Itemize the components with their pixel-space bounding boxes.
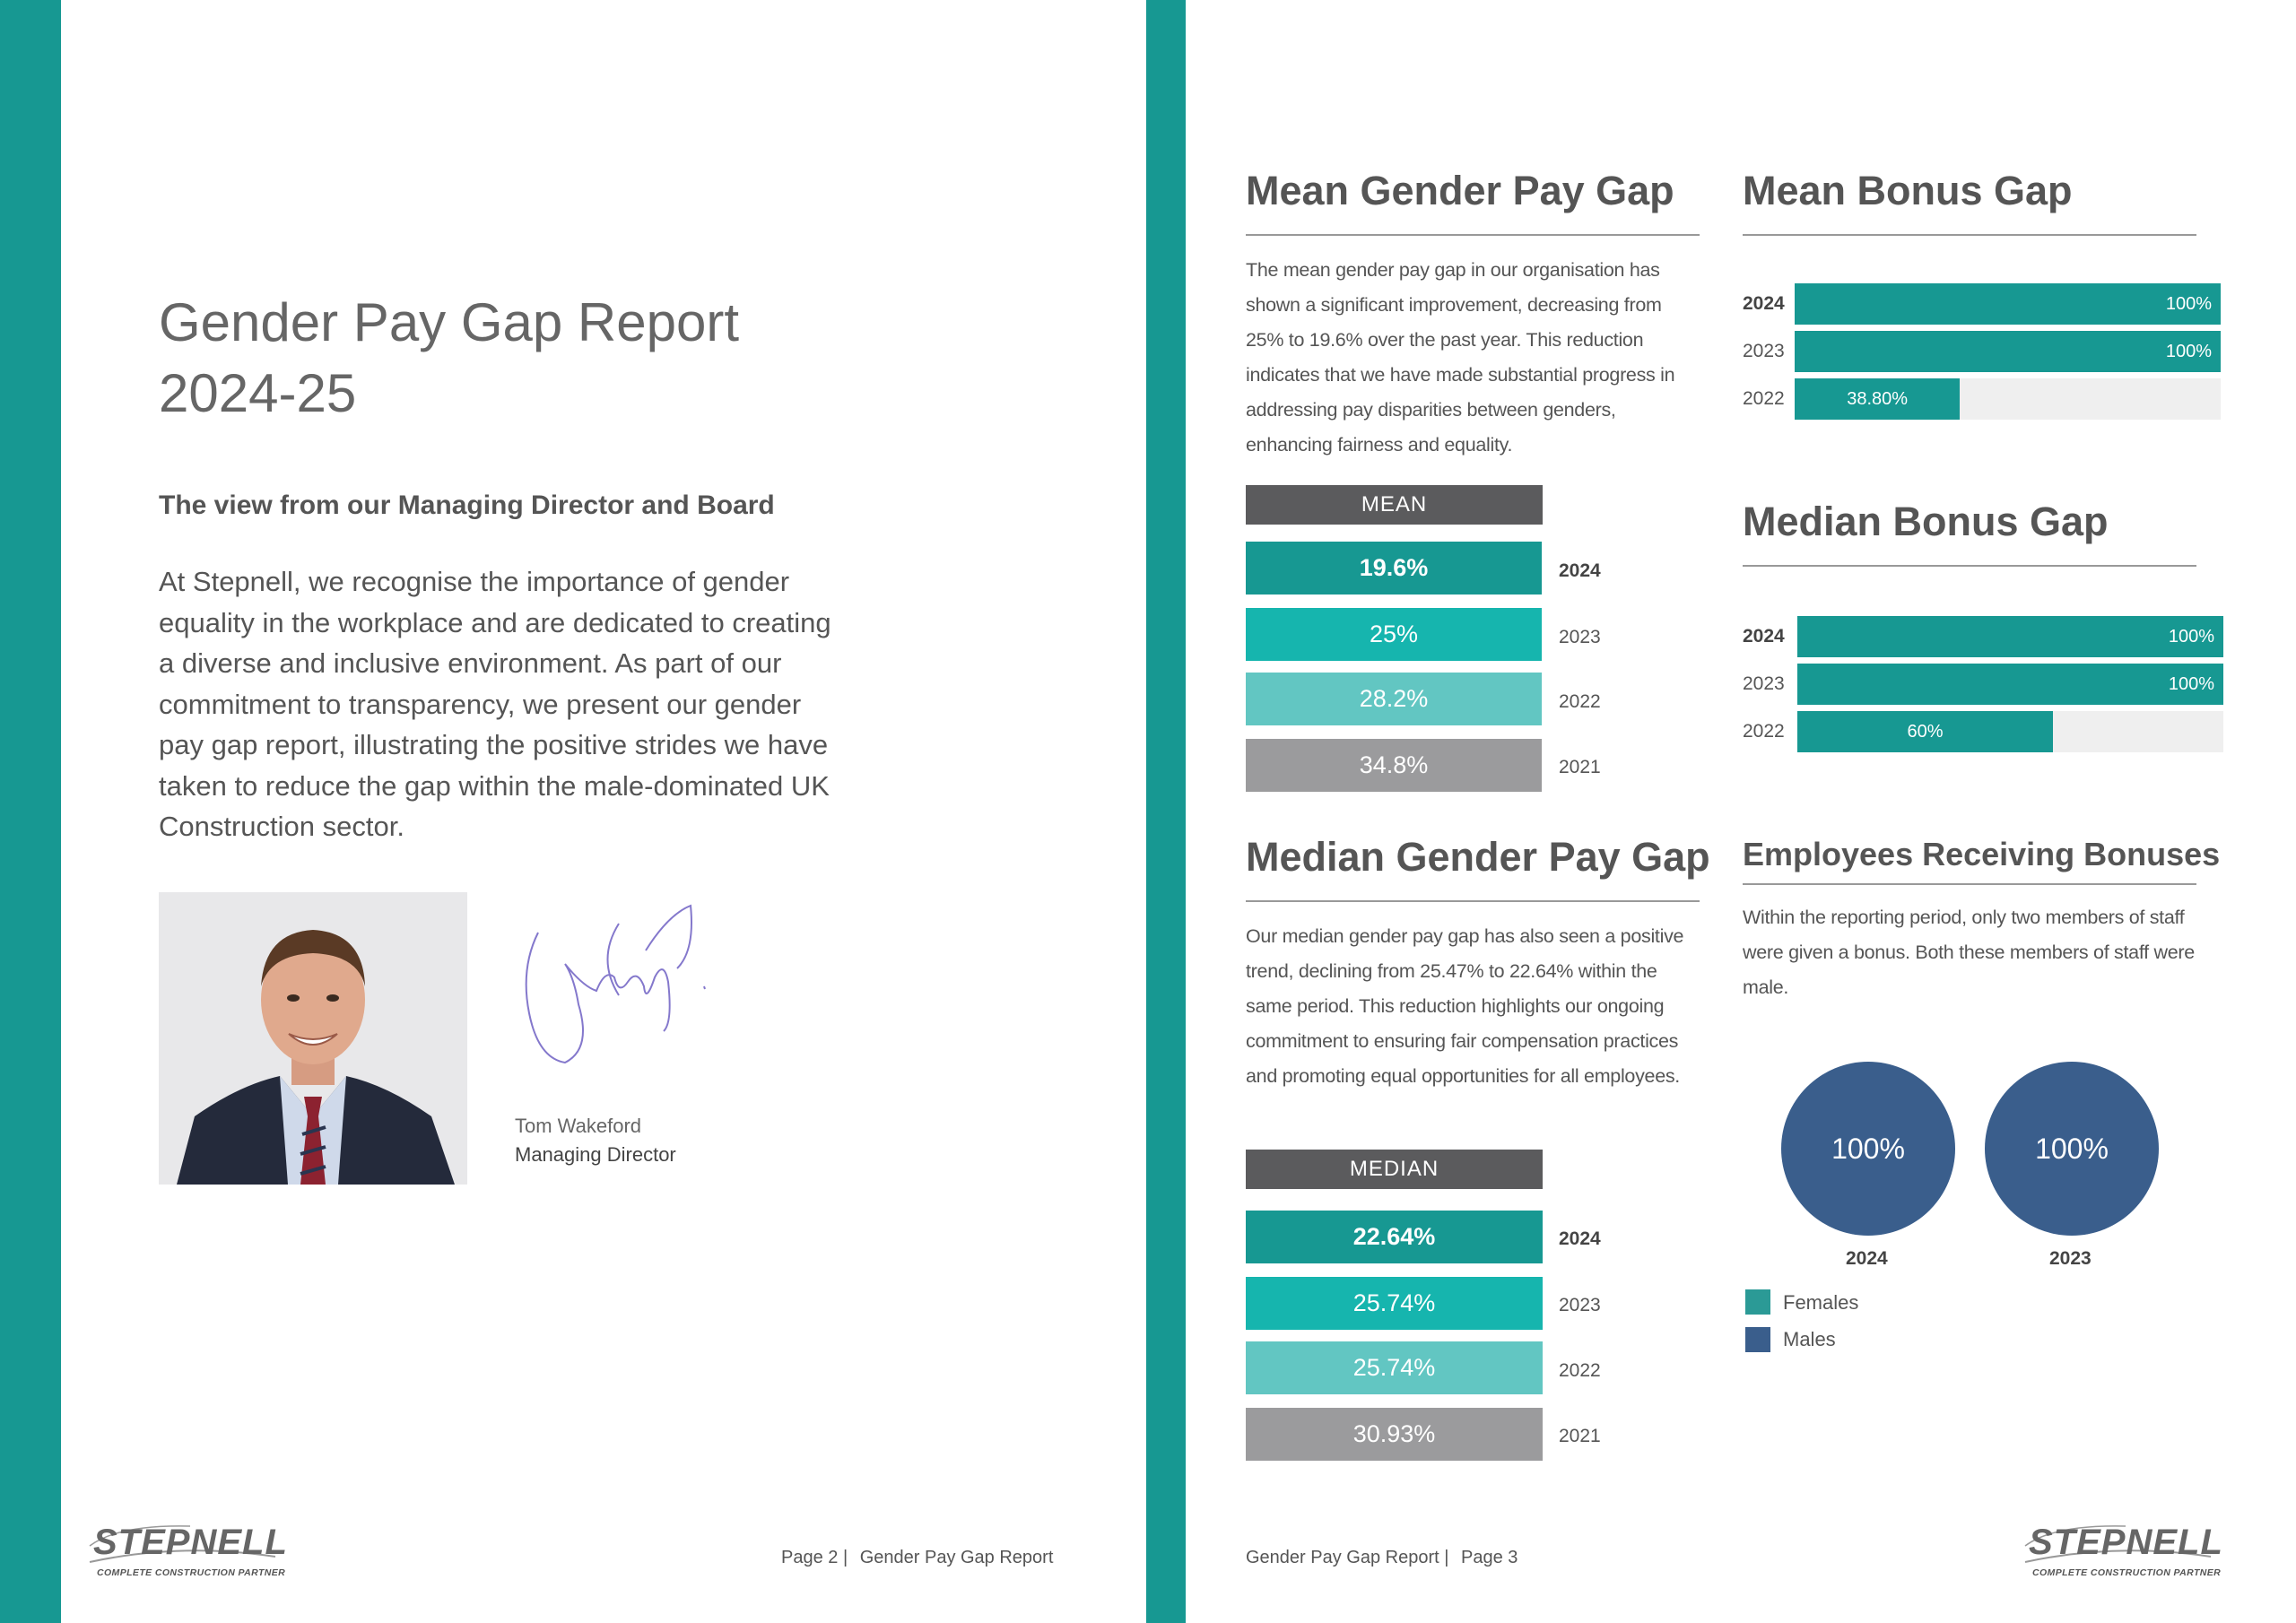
left-page-edge-strip [0,0,61,1623]
mean-bonus-gap-bar-2022: 38.80% [1795,378,1960,420]
mean-bar-2023: 25% [1246,608,1542,661]
bonus-circle-2024: 100% [1781,1062,1955,1236]
median-pay-gap-text: Our median gender pay gap has also seen a positive trend, declining from 25.47% to 22.64% within the same period. This reduction highlights our ongoing commitment to ensuring fair compensation practices and promoting equal opportunities for all employees. [1246,925,1684,1087]
md-statement: At Stepnell, we recognise the importance of gender equality in the workplace and are dedicated to creating a diverse and inclusive environment. As part of our commitment to transparency, we present our gender pay gap report, illustrating the positive strides we have taken to reduce the gap within the male-dominated UK Construction sector. [159,566,831,842]
median-bonus-gap-bar-2023: 100% [1797,664,2223,705]
mean-bonus-gap-bar-2023: 100% [1795,331,2221,372]
mean-bonus-gap-year-2022: 2022 [1743,388,1785,409]
mean-pay-gap-text: The mean gender pay gap in our organisation has shown a significant improvement, decreasing from 25% to 19.6% over the past year. This reduction indicates that we have made substantial progress in addressing pay disparities between genders, enhancing fairness and equality. [1246,259,1675,456]
legend-label-females: Females [1783,1291,1859,1314]
footer-report-title: Gender Pay Gap Report [1246,1548,1439,1567]
median-bonus-gap-bar-2022: 60% [1797,711,2053,752]
median-year-2021: 2021 [1559,1426,1601,1446]
median-year-2024: 2024 [1559,1228,1601,1249]
footer-page-number: Page 2 [781,1548,839,1567]
mean-pay-gap-rule [1246,234,1700,236]
footer-separator: | [842,1548,848,1567]
bonus-circle-year-2024: 2024 [1846,1248,1888,1269]
mean-bar-2021: 34.8% [1246,739,1542,792]
median-bonus-gap-year-2024: 2024 [1743,626,1785,647]
logo-wordmark: STEPNELL [2029,1523,2223,1562]
median-bonus-gap-year-2023: 2023 [1743,673,1785,694]
mean-year-2024: 2024 [1559,560,1601,581]
median-bar-2023: 25.74% [1246,1277,1543,1330]
median-bonus-gap-title: Median Bonus Gap [1743,499,2109,544]
mean-bonus-gap-year-2023: 2023 [1743,341,1785,361]
logo-tagline: COMPLETE CONSTRUCTION PARTNER [97,1567,286,1578]
md-section-heading: The view from our Managing Director and Board [159,490,775,520]
stepnell-logo-left [83,1515,288,1587]
median-year-2023: 2023 [1559,1295,1601,1315]
mean-bonus-gap-track-2022 [1795,378,2221,420]
median-box-label: MEDIAN [1246,1150,1543,1189]
signature [511,897,735,1076]
median-bonus-gap-track-2022 [1797,711,2223,752]
median-bonus-gap-bar-2024: 100% [1797,616,2223,657]
mean-box-label: MEAN [1246,485,1543,525]
footer-page-number: Page 3 [1461,1548,1518,1567]
report-title: Gender Pay Gap Report [159,292,740,352]
median-bar-2021: 30.93% [1246,1408,1543,1461]
legend-swatch-males [1745,1327,1770,1352]
median-pay-gap-rule [1246,900,1700,902]
median-bonus-gap-rule [1743,565,2196,567]
left-footer [781,1548,1053,1568]
mean-bonus-gap-bar-2024: 100% [1795,283,2221,325]
median-bonus-gap-track-2024 [1797,616,2223,657]
bonus-circle-2023: 100% [1985,1062,2159,1236]
managing-director-photo [159,892,467,1185]
median-bar-2024: 22.64% [1246,1211,1543,1263]
legend-swatch-females [1745,1289,1770,1315]
mean-bonus-gap-rule [1743,234,2196,236]
right-page-edge-strip [1146,0,1186,1623]
mean-year-2022: 2022 [1559,691,1601,712]
legend-label-males: Males [1783,1328,1836,1350]
mean-bar-2022: 28.2% [1246,673,1542,725]
median-bonus-gap-year-2022: 2022 [1743,721,1785,742]
logo-wordmark: STEPNELL [93,1523,288,1562]
stepnell-logo-right [2018,1515,2223,1587]
median-year-2022: 2022 [1559,1360,1601,1381]
mean-year-2023: 2023 [1559,627,1601,647]
signatory-name: Tom Wakeford [515,1115,642,1137]
signatory-role: Managing Director [515,1143,676,1166]
mean-bonus-gap-track-2023 [1795,331,2221,372]
median-bar-2022: 25.74% [1246,1341,1543,1394]
mean-bonus-gap-track-2024 [1795,283,2221,325]
mean-pay-gap-title: Mean Gender Pay Gap [1246,168,1674,213]
median-bonus-gap-track-2023 [1797,664,2223,705]
employees-bonuses-title: Employees Receiving Bonuses [1743,836,2221,872]
mean-bonus-gap-year-2024: 2024 [1743,293,1785,314]
footer-separator: | [1444,1548,1449,1567]
median-pay-gap-title: Median Gender Pay Gap [1246,834,1710,880]
mean-bar-2024: 19.6% [1246,542,1542,595]
bonus-circle-year-2023: 2023 [2049,1248,2092,1269]
footer-report-title: Gender Pay Gap Report [859,1548,1054,1567]
report-year: 2024-25 [159,363,357,423]
employees-bonuses-text: Within the reporting period, only two members of staff were given a bonus. Both these members of staff were male. [1743,907,2195,998]
employees-bonuses-rule [1743,883,2196,885]
logo-tagline: COMPLETE CONSTRUCTION PARTNER [2032,1567,2222,1578]
mean-bonus-gap-title: Mean Bonus Gap [1743,168,2073,213]
mean-year-2021: 2021 [1559,757,1601,777]
right-footer [1246,1548,1518,1568]
